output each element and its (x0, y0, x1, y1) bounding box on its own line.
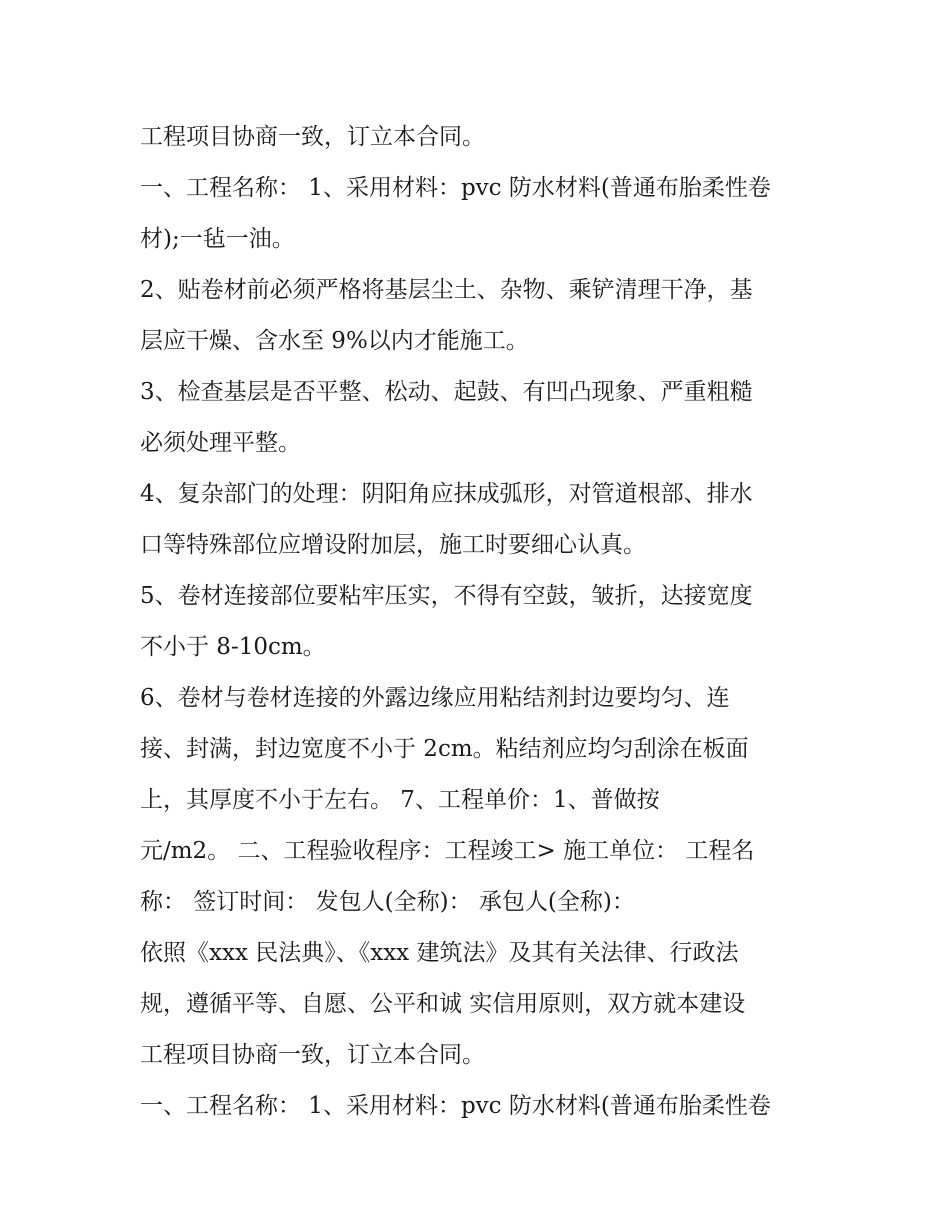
text-line: 一、工程名称： 1、采用材料：pvc 防水材料(普通布胎柔性卷 (140, 175, 771, 201)
text-line: 6、卷材与卷材连接的外露边缘应用粘结剂封边要均匀、连 (140, 685, 730, 711)
text-line: 2、贴卷材前必须严格将基层尘土、杂物、乘铲清理干净，基 (140, 277, 753, 303)
text-line: 接、封满，封边宽度不小于 2cm。粘结剂应均匀刮涂在板面 (140, 736, 749, 762)
text-line: 工程项目协商一致，订立本合同。 (140, 124, 485, 150)
text-line: 不小于 8-10cm。 (140, 634, 326, 660)
text-line: 3、检查基层是否平整、松动、起鼓、有凹凸现象、严重粗糙 (140, 379, 753, 405)
text-line: 4、复杂部门的处理：阴阳角应抹成弧形，对管道根部、排水 (140, 481, 753, 507)
text-line: 称： 签订时间： 发包人(全称)： 承包人(全称)： (140, 889, 635, 915)
text-line: 材);一毡一油。 (140, 226, 295, 252)
text-line: 依照《xxx 民法典》、《xxx 建筑法》及其有关法律、行政法 (140, 940, 739, 966)
text-line: 规，遵循平等、自愿、公平和诚 实信用原则，双方就本建设 (140, 991, 746, 1017)
text-line: 元/m2。 二、工程验收程序：工程竣工> 施工单位： 工程名 (140, 838, 755, 864)
text-line: 上，其厚度不小于左右。 7、工程单价：1、普做按 (140, 787, 660, 813)
text-line: 5、卷材连接部位要粘牢压实，不得有空鼓，皱折，达接宽度 (140, 583, 753, 609)
text-line: 工程项目协商一致，订立本合同。 (140, 1042, 485, 1068)
document-body (140, 112, 820, 1132)
text-line: 一、工程名称： 1、采用材料：pvc 防水材料(普通布胎柔性卷 (140, 1093, 771, 1119)
text-line: 层应干燥、含水至 9%以内才能施工。 (140, 328, 529, 354)
text-line: 口等特殊部位应增设附加层，施工时要细心认真。 (140, 532, 646, 558)
text-line: 必须处理平整。 (140, 430, 301, 456)
